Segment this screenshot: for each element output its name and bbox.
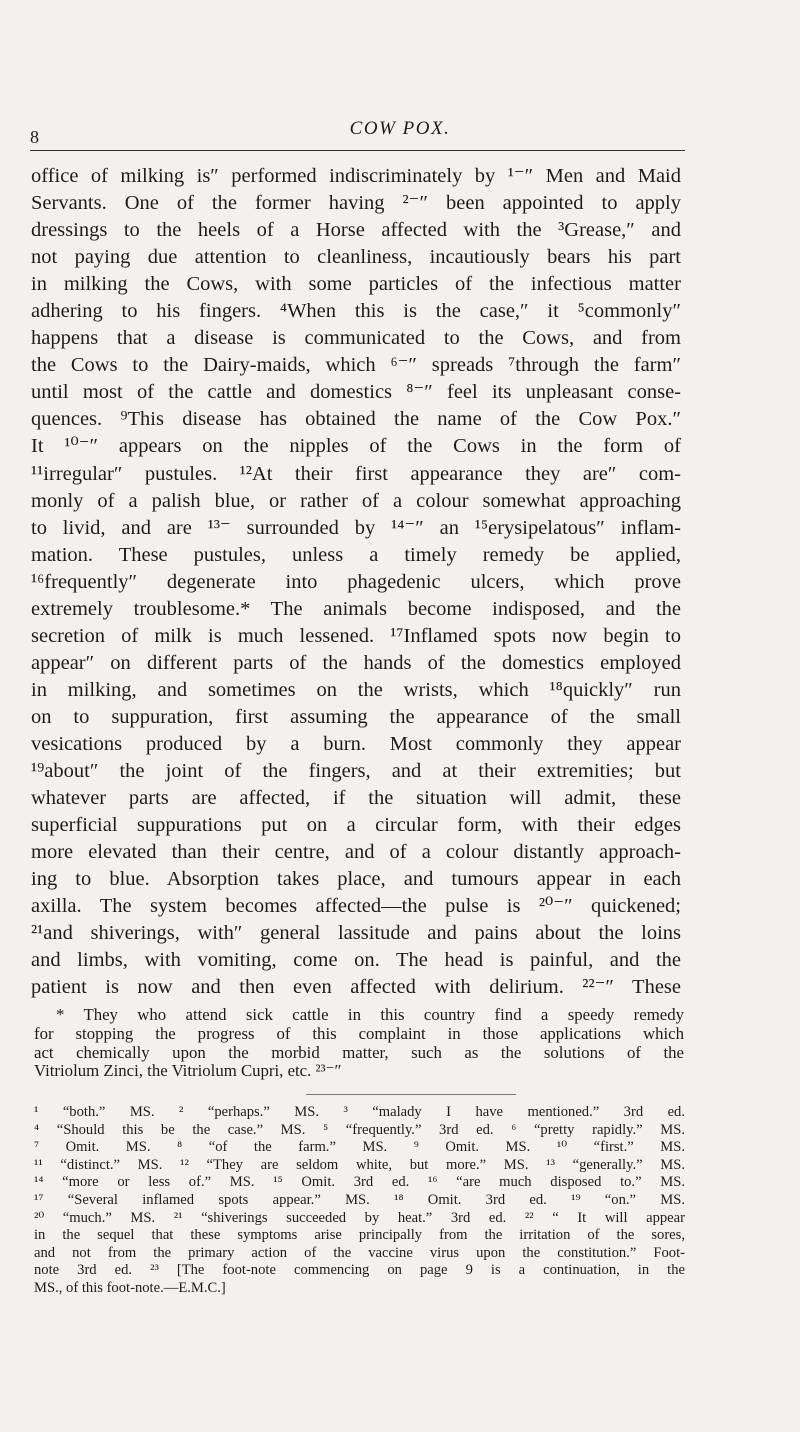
body-line: monly of a palish blue, or rather of a colour somewhat approaching: [31, 489, 681, 512]
body-line: dressings to the heels of a Horse affected with the ³Grease,″ and: [31, 219, 681, 242]
body-line: extremely troublesome.* The animals become indisposed, and the: [31, 597, 681, 620]
body-line: and limbs, with vomiting, come on. The head is painful, and the: [31, 949, 681, 972]
body-line: ¹¹irregular″ pustules. ¹²At their first appearance they are″ com-: [31, 462, 681, 485]
body-line: appear″ on different parts of the hands of the domestics employed: [31, 651, 681, 674]
variant-line: ¹⁷ “Several inflamed spots appear.” MS. ¹⁸ Omit. 3rd ed. ¹⁹ “on.” MS.: [34, 1191, 685, 1208]
body-line: the Cows to the Dairy-maids, which ⁶⁻″ spreads ⁷through the farm″: [31, 354, 681, 377]
body-line: It ¹⁰⁻″ appears on the nipples of the Cows in the form of: [31, 435, 681, 458]
variant-line: ⁴ “Should this be the case.” MS. ⁵ “frequently.” 3rd ed. ⁶ “pretty rapidly.” MS.: [34, 1121, 685, 1138]
footnote-line: * They who attend sick cattle in this country find a speedy remedy: [56, 1005, 684, 1024]
body-line: ing to blue. Absorption takes place, and tumours appear in each: [31, 868, 681, 891]
variant-line: and not from the primary action of the vaccine virus upon the constitution.” Foot-: [34, 1244, 685, 1261]
body-line: vesications produced by a burn. Most commonly they appear: [31, 732, 681, 755]
variant-line: ²⁰ “much.” MS. ²¹ “shiverings succeeded by heat.” 3rd ed. ²² “ It will appear: [34, 1209, 685, 1226]
header-rule: [30, 150, 685, 151]
variant-line: ⁷ Omit. MS. ⁸ “of the farm.” MS. ⁹ Omit. MS. ¹⁰ “first.” MS.: [34, 1139, 685, 1156]
body-line: office of milking is″ performed indiscriminately by ¹⁻″ Men and Maid: [31, 165, 681, 187]
body-line: ¹⁹about″ the joint of the fingers, and at their extremities; but: [31, 760, 681, 783]
variant-line: in the sequel that these symptoms arise principally from the irritation of the sores,: [34, 1227, 685, 1244]
notes-rule: [306, 1094, 516, 1095]
footnote-line: act chemically upon the morbid matter, such as the solutions of the: [34, 1042, 684, 1062]
variant-line: ¹¹ “distinct.” MS. ¹² “They are seldom white, but more.” MS. ¹³ “generally.” MS.: [34, 1156, 685, 1173]
body-line: in milking, and sometimes on the wrists, which ¹⁸quickly″ run: [31, 678, 681, 701]
body-line: to livid, and are ¹³⁻ surrounded by ¹⁴⁻″ an ¹⁵erysipelatous″ inflam-: [31, 516, 681, 539]
variant-line: MS., of this foot-note.—E.M.C.]: [34, 1279, 226, 1296]
body-line: ¹⁶frequently″ degenerate into phagedenic ulcers, which prove: [31, 570, 681, 593]
footnote: [34, 1006, 684, 1081]
body-line: not paying due attention to cleanliness, incautiously bears his part: [31, 246, 681, 269]
variant-line: note 3rd ed. ²³ [The foot-note commencing on page 9 is a continuation, in the: [34, 1262, 685, 1279]
variant-line: ¹ “both.” MS. ² “perhaps.” MS. ³ “malady I have mentioned.” 3rd ed.: [34, 1104, 685, 1120]
running-head: COW POX.: [349, 118, 451, 139]
body-line: quences. ⁹This disease has obtained the name of the Cow Pox.″: [31, 408, 681, 431]
body-line: secretion of milk is much lessened. ¹⁷Inflamed spots now begin to: [31, 624, 681, 647]
body-text: [31, 163, 681, 1001]
body-line: mation. These pustules, unless a timely remedy be applied,: [31, 543, 681, 566]
body-line: patient is now and then even affected with delirium. ²²⁻″ These: [31, 976, 681, 999]
body-line: until most of the cattle and domestics ⁸⁻″ feel its unpleasant conse-: [31, 381, 681, 404]
body-line: adhering to his fingers. ⁴When this is the case,″ it ⁵commonly″: [31, 300, 681, 323]
body-line: Servants. One of the former having ²⁻″ been appointed to apply: [31, 192, 681, 215]
body-line: axilla. The system becomes affected—the pulse is ²⁰⁻″ quickened;: [31, 895, 681, 918]
footnote-line: Vitriolum Zinci, the Vitriolum Cupri, etc. ²³⁻″: [34, 1061, 342, 1081]
body-line: happens that a disease is communicated to the Cows, and from: [31, 327, 681, 350]
variant-line: ¹⁴ “more or less of.” MS. ¹⁵ Omit. 3rd ed. ¹⁶ “are much disposed to.” MS.: [34, 1174, 685, 1191]
body-line: on to suppuration, first assuming the appearance of the small: [31, 705, 681, 728]
body-line: more elevated than their centre, and of a colour distantly approach-: [31, 841, 681, 864]
variant-notes: [34, 1104, 685, 1298]
body-line: in milking the Cows, with some particles of the infectious matter: [31, 273, 681, 296]
body-line: whatever parts are affected, if the situation will admit, these: [31, 787, 681, 810]
footnote-line: for stopping the progress of this complaint in those applications which: [34, 1023, 684, 1043]
body-line: superficial suppurations put on a circular form, with their edges: [31, 814, 681, 837]
page-number: 8: [30, 127, 39, 147]
body-line: ²¹and shiverings, with″ general lassitude and pains about the loins: [31, 922, 681, 945]
